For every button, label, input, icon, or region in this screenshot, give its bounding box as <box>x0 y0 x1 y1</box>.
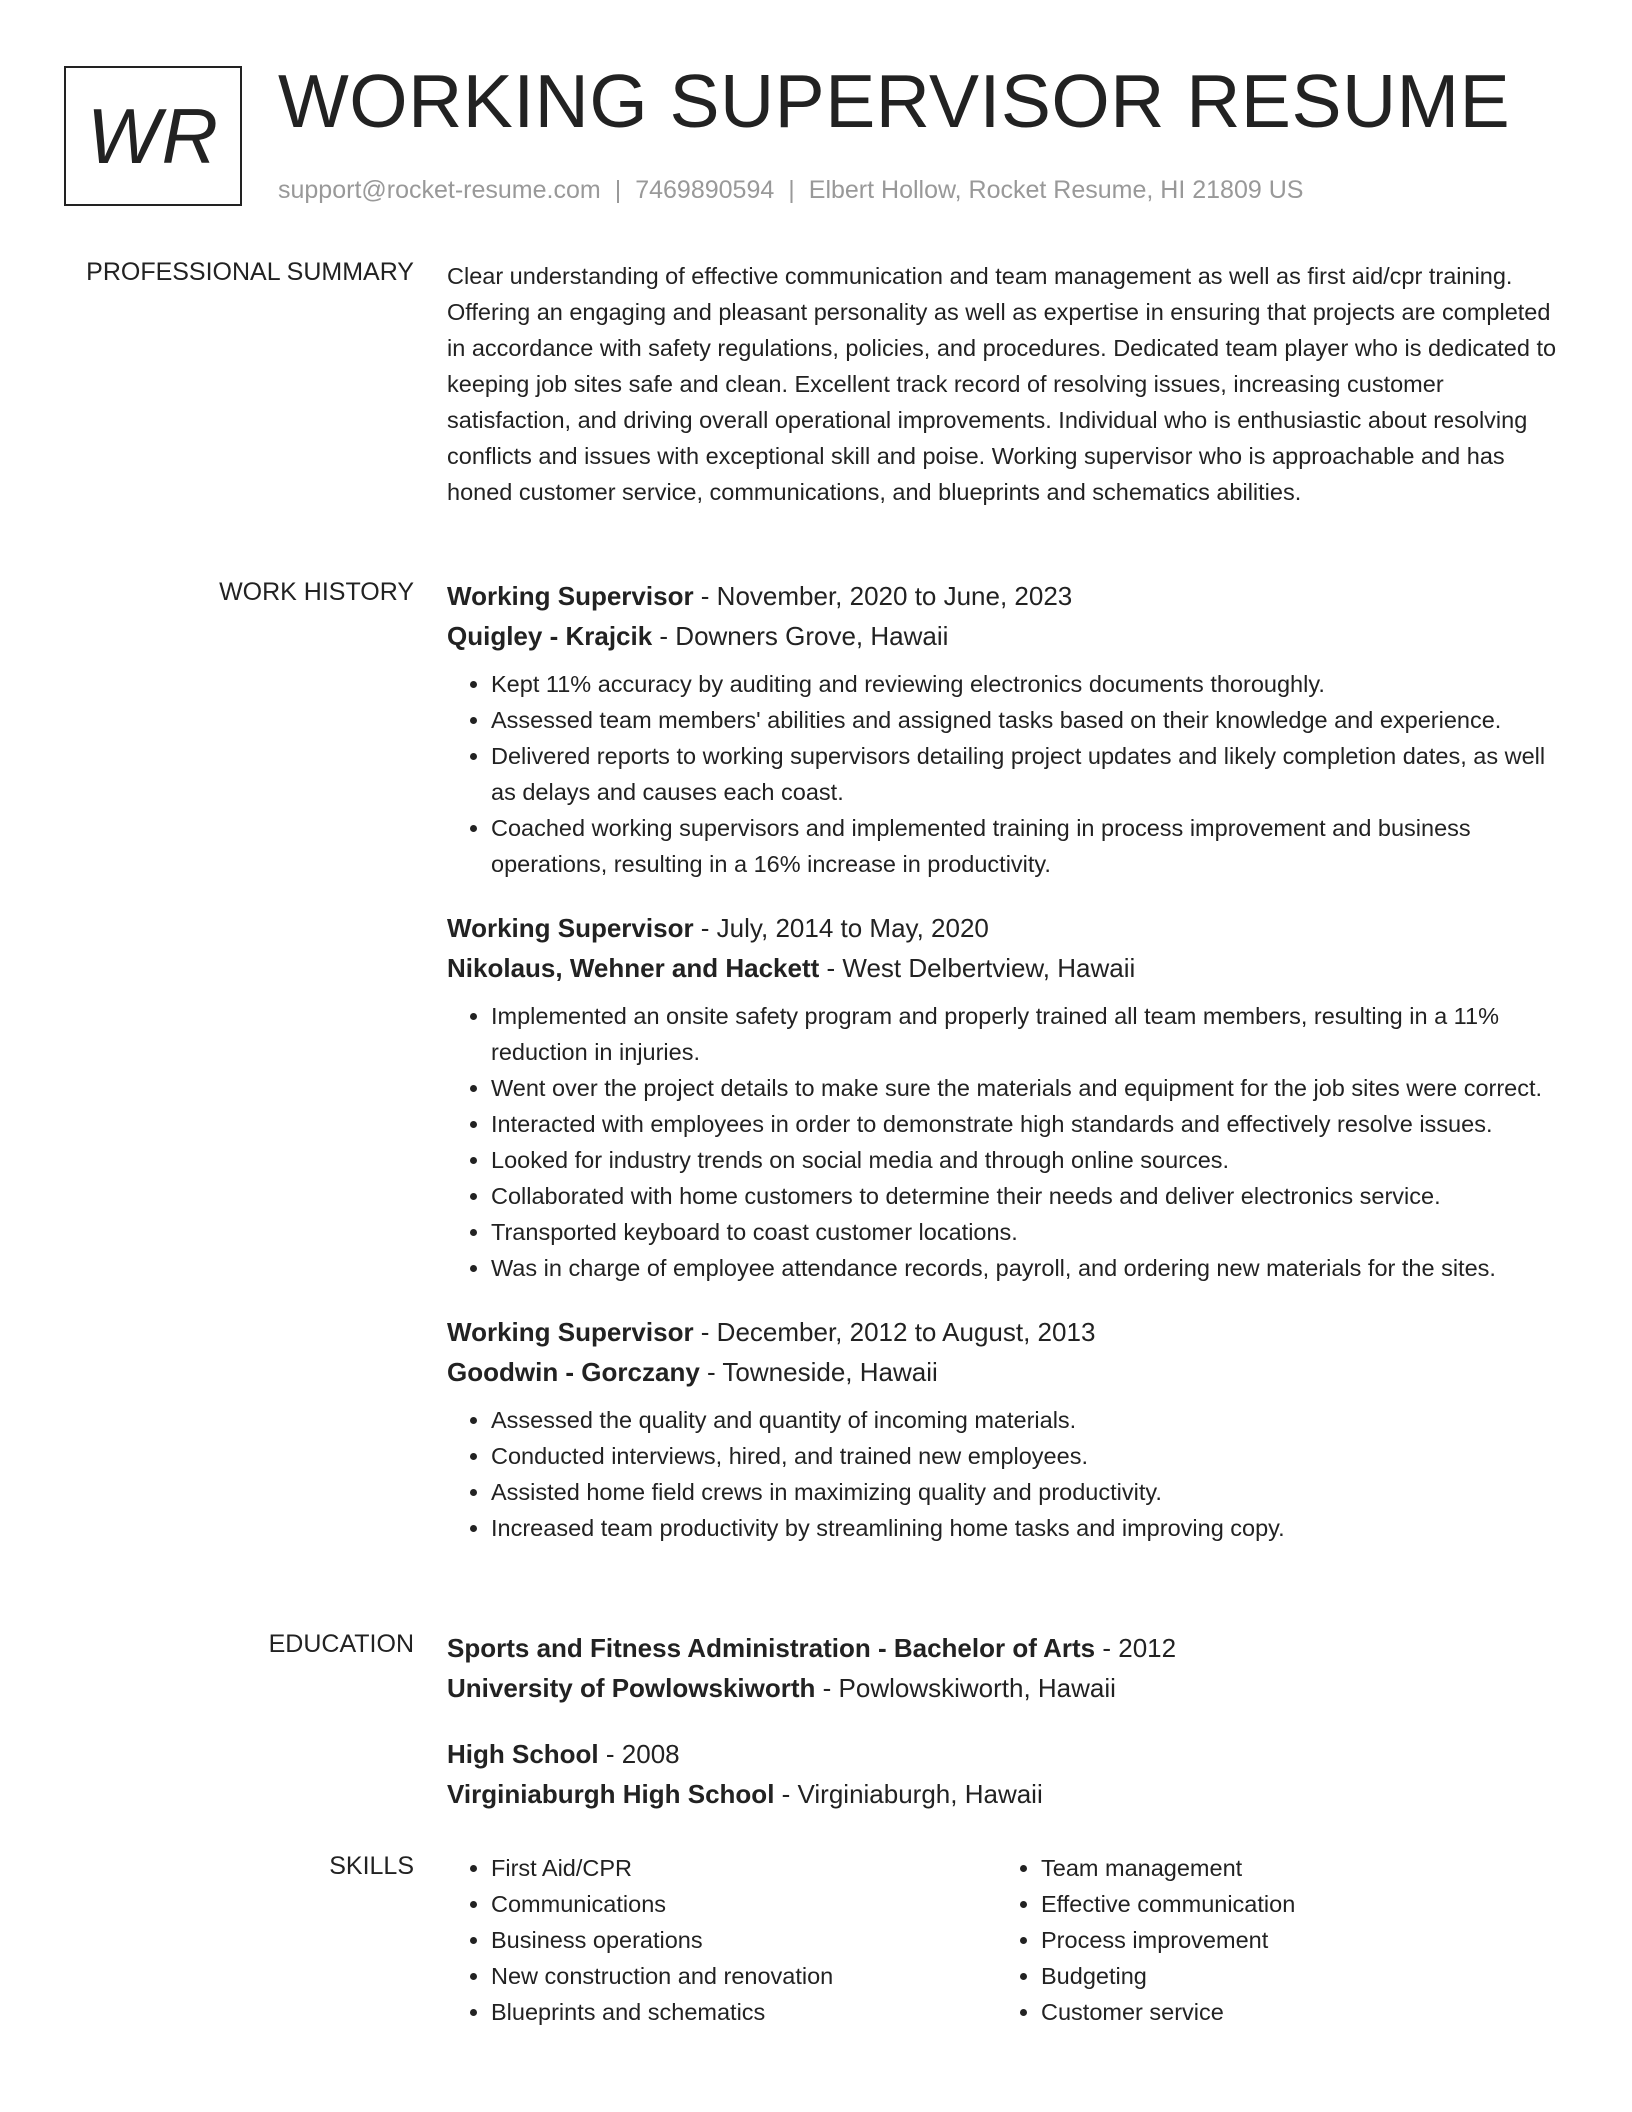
job-bullet: • Was in charge of employee attendance records, payroll, and ordering new materials for the sites. <box>491 1250 1567 1286</box>
job-title-line <box>447 1312 1567 1352</box>
contact-phone: 7469890594 <box>635 176 775 204</box>
school: University of Powlowskiworth <box>447 1673 816 1703</box>
school-location: - Powlowskiworth, Hawaii <box>815 1673 1116 1703</box>
skill-item: • Effective communication <box>1041 1886 1547 1922</box>
job-title-line <box>447 908 1567 948</box>
job-location: - West Delbertview, Hawaii <box>819 953 1136 983</box>
monogram-badge: WR <box>64 66 242 206</box>
job-dates: - December, 2012 to August, 2013 <box>693 1317 1096 1347</box>
skill-item: • Customer service <box>1041 1994 1547 2030</box>
job-bullet: • Implemented an onsite safety program and properly trained all team members, resulting in a 11% reduction in injuries. <box>491 998 1567 1070</box>
job-entry <box>447 908 1567 1286</box>
job-bullet: • Coached working supervisors and implemented training in process improvement and business operations, resulting in a 16% increase in productivity. <box>491 810 1567 882</box>
contact-separator: | <box>614 176 622 204</box>
contact-separator: | <box>788 176 795 204</box>
degree-line <box>447 1734 1567 1774</box>
skill-item: • Team management <box>1041 1850 1547 1886</box>
skills-columns <box>447 1850 1567 2030</box>
job-bullet: • Increased team productivity by streamlining home tasks and improving copy. <box>491 1510 1567 1546</box>
resume-title: WORKING SUPERVISOR RESUME <box>278 59 1511 143</box>
job-bullets <box>447 666 1567 882</box>
education-entry <box>447 1734 1567 1814</box>
skills-list-right <box>997 1850 1547 2030</box>
job-entry <box>447 576 1567 882</box>
degree-year: - 2012 <box>1095 1633 1177 1663</box>
education-entry <box>447 1628 1567 1708</box>
work-history-body <box>447 576 1567 1572</box>
contact-line <box>278 176 1303 205</box>
job-bullet: • Interacted with employees in order to demonstrate high standards and effectively resolve issues. <box>491 1106 1567 1142</box>
job-dates: - July, 2014 to May, 2020 <box>693 913 989 943</box>
degree: High School <box>447 1739 599 1769</box>
job-bullet: • Looked for industry trends on social media and through online sources. <box>491 1142 1567 1178</box>
job-bullet: • Kept 11% accuracy by auditing and reviewing electronics documents thoroughly. <box>491 666 1567 702</box>
job-bullet: • Assessed the quality and quantity of incoming materials. <box>491 1402 1567 1438</box>
school-location: - Virginiaburgh, Hawaii <box>774 1779 1043 1809</box>
job-location: - Downers Grove, Hawaii <box>652 621 949 651</box>
skill-item: • Budgeting <box>1041 1958 1547 1994</box>
skill-item: • New construction and renovation <box>491 1958 997 1994</box>
job-company: Quigley - Krajcik <box>447 621 653 651</box>
school-line <box>447 1774 1567 1814</box>
skills-list-left <box>447 1850 997 2030</box>
job-entry <box>447 1312 1567 1546</box>
contact-email: support@rocket-resume.com <box>278 176 601 204</box>
skills-label: SKILLS <box>329 1852 414 1880</box>
summary-body <box>447 258 1567 510</box>
school: Virginiaburgh High School <box>447 1779 775 1809</box>
school-line <box>447 1668 1567 1708</box>
degree-line <box>447 1628 1567 1668</box>
job-company-line <box>447 616 1567 656</box>
skill-item: • First Aid/CPR <box>491 1850 997 1886</box>
skill-item: • Business operations <box>491 1922 997 1958</box>
degree: Sports and Fitness Administration - Bachelor of Arts <box>447 1633 1096 1663</box>
job-bullet: • Transported keyboard to coast customer locations. <box>491 1214 1567 1250</box>
skill-item: • Communications <box>491 1886 997 1922</box>
job-company-line <box>447 948 1567 988</box>
education-body <box>447 1628 1567 1840</box>
job-title: Working Supervisor <box>447 581 694 611</box>
contact-address: Elbert Hollow, Rocket Resume, HI 21809 US <box>808 176 1304 204</box>
job-bullet: • Assisted home field crews in maximizing quality and productivity. <box>491 1474 1567 1510</box>
job-location: - Towneside, Hawaii <box>699 1357 938 1387</box>
job-dates: - November, 2020 to June, 2023 <box>693 581 1073 611</box>
job-bullet: • Conducted interviews, hired, and trained new employees. <box>491 1438 1567 1474</box>
job-company: Goodwin - Gorczany <box>447 1357 700 1387</box>
job-title-line <box>447 576 1567 616</box>
job-title: Working Supervisor <box>447 1317 694 1347</box>
work-history-label: WORK HISTORY <box>219 578 414 606</box>
job-title: Working Supervisor <box>447 913 694 943</box>
job-company-line <box>447 1352 1567 1392</box>
job-bullets <box>447 998 1567 1286</box>
education-label: EDUCATION <box>268 1630 414 1658</box>
job-company: Nikolaus, Wehner and Hackett <box>447 953 820 983</box>
job-bullets <box>447 1402 1567 1546</box>
job-bullet: • Collaborated with home customers to determine their needs and deliver electronics service. <box>491 1178 1567 1214</box>
job-bullet: • Went over the project details to make sure the materials and equipment for the job sites were correct. <box>491 1070 1567 1106</box>
job-bullet: • Assessed team members' abilities and assigned tasks based on their knowledge and experience. <box>491 702 1567 738</box>
skill-item: • Blueprints and schematics <box>491 1994 997 2030</box>
summary-text: Clear understanding of effective communication and team management as well as first aid/cpr training. Offering an engaging and pleasant personality as well as expertise in ensuring that projects are completed in accordance with safety regulations, policies, and procedures. Dedicated team player who is dedicated to keeping job sites safe and clean. Excellent track record of resolving issues, increasing customer satisfaction, and driving overall operational improvements. Individual who is enthusiastic about resolving conflicts and issues with exceptional skill and poise. Working supervisor who is approachable and has honed customer service, communications, and blueprints and schematics abilities. <box>447 263 1557 505</box>
summary-label: PROFESSIONAL SUMMARY <box>86 258 414 286</box>
job-bullet: • Delivered reports to working supervisors detailing project updates and likely completion dates, as well as delays and causes each coast. <box>491 738 1567 810</box>
degree-year: - 2008 <box>598 1739 680 1769</box>
skill-item: • Process improvement <box>1041 1922 1547 1958</box>
skills-body <box>447 1850 1567 2030</box>
